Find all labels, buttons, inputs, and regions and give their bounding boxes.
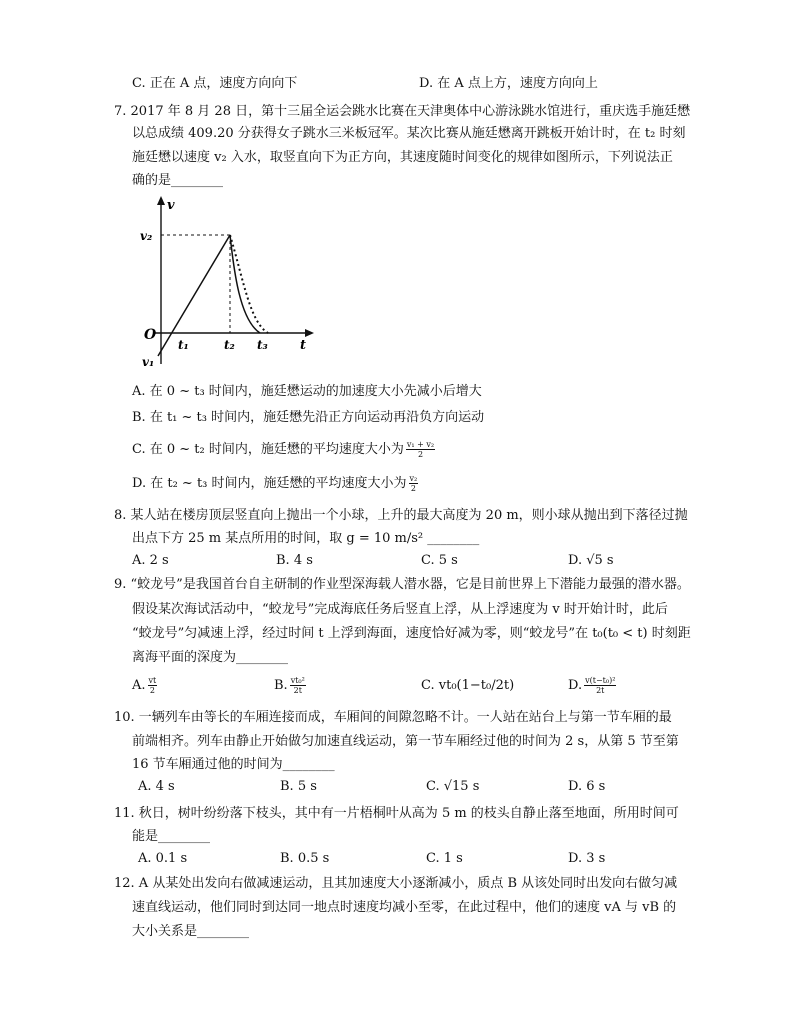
q7-stem-line1: 7. 2017 年 8 月 28 日，第十三届全运会跳水比赛在天津奥体中心游泳跳水馆进行，重庆选手施廷懋 <box>114 104 691 119</box>
q7-option-a: A. 在 0 ~ t₃ 时间内，施廷懋运动的加速度大小先减小后增大 <box>132 384 482 399</box>
fraction-numerator: vt <box>148 676 157 685</box>
q11-stem-line2: 能是________ <box>132 829 211 844</box>
v2-label: v₂ <box>140 229 153 243</box>
q9-stem-line2: 假设某次海试活动中，“蛟龙号”完成海底任务后竖直上浮，从上浮速度为 v 时开始计时，此后 <box>132 602 668 617</box>
q8-option-a: A. 2 s <box>132 553 169 568</box>
t-axis-arrow <box>305 329 314 337</box>
q9-option-a <box>132 676 157 696</box>
q12-stem-line3: 大小关系是________ <box>132 924 250 939</box>
q12-stem-line1: 12. A 从某处出发向右做减速运动，且其加速度大小逐渐减小，质点 B 从该处同时出发向右做匀减 <box>114 876 678 891</box>
fraction-numerator: v(t−t₀)² <box>585 676 616 685</box>
velocity-curve-dotted <box>230 235 268 333</box>
q9-stem-line3: “蛟龙号”匀减速上浮，经过时间 t 上浮到海面，速度恰好减为零，则“蛟龙号”在 t₀(t₀ < t) 时刻距 <box>132 626 691 641</box>
q9-option-c: C. vt₀(1−t₀/2t) <box>421 678 515 693</box>
q10-option-c: C. √15 s <box>426 779 480 794</box>
t-axis-label: t <box>300 338 307 353</box>
q7-option-d-fraction <box>409 474 419 493</box>
q9-option-b-fraction <box>290 676 306 695</box>
option-letter: D. <box>568 678 583 693</box>
q10-stem-line3: 16 节车厢通过他的时间为________ <box>132 757 335 772</box>
q10-option-b: B. 5 s <box>280 779 317 794</box>
t2-label: t₂ <box>224 338 235 352</box>
q6-option-d: D. 在 A 点上方，速度方向向上 <box>419 76 598 91</box>
q9-option-b <box>274 676 306 696</box>
q10-stem-line2: 前端相齐。列车由静止开始做匀加速直线运动，第一节车厢经过他的时间为 2 s，从第 5 节至第 <box>132 734 679 749</box>
q8-option-b: B. 4 s <box>276 553 313 568</box>
velocity-line <box>158 235 230 356</box>
fraction-numerator: v₂ <box>409 474 418 483</box>
q7-option-c <box>132 440 435 460</box>
option-letter: A. <box>132 678 146 693</box>
q7-stem-line3: 施廷懋以速度 v₂ 入水，取竖直向下为正方向，其速度随时间变化的规律如图所示，下列说法正 <box>132 150 673 165</box>
q7-option-c-fraction <box>406 440 435 459</box>
t1-label: t₁ <box>178 338 189 352</box>
fraction-denominator: 2 <box>149 686 155 695</box>
origin-label: O <box>144 327 157 343</box>
q7-option-c-text: C. 在 0 ~ t₂ 时间内，施廷懋的平均速度大小为 <box>132 442 404 457</box>
v-axis-arrow <box>157 196 165 205</box>
t3-label: t₃ <box>257 338 268 352</box>
q10-stem-line1: 10. 一辆列车由等长的车厢连接而成，车厢间的间隙忽略不计。一人站在站台上与第一节车厢的最 <box>114 710 672 725</box>
q7-option-b: B. 在 t₁ ~ t₃ 时间内，施廷懋先沿正方向运动再沿负方向运动 <box>132 410 485 425</box>
q9-option-d <box>568 676 616 696</box>
q7-stem-line4: 确的是________ <box>132 173 224 188</box>
fraction-numerator: v₁ + v₂ <box>406 440 435 449</box>
q8-stem-line1: 8. 某人站在楼房顶层竖直向上抛出一个小球，上升的最大高度为 20 m，则小球从抛出到下落径过抛 <box>114 508 688 523</box>
fraction-denominator: 2 <box>417 450 424 459</box>
q8-stem-line2: 出点下方 25 m 某点所用的时间，取 g = 10 m/s² ________ <box>132 531 480 546</box>
fraction-denominator: 2 <box>410 484 416 493</box>
q7-option-d <box>132 474 418 494</box>
q7-option-d-text: D. 在 t₂ ~ t₃ 时间内，施廷懋的平均速度大小为 <box>132 476 407 491</box>
q10-option-d: D. 6 s <box>568 779 606 794</box>
q7-stem-line2: 以总成绩 409.20 分获得女子跳水三米板冠军。某次比赛从施廷懋离开跳板开始计时，在 t₂ 时刻 <box>132 126 686 141</box>
q8-option-d: D. √5 s <box>568 553 614 568</box>
q7-velocity-time-graph <box>136 192 321 372</box>
q6-option-c: C. 正在 A 点，速度方向向下 <box>132 76 298 91</box>
fraction-numerator: vt₀² <box>290 676 305 685</box>
fraction-denominator: 2t <box>596 686 605 695</box>
q8-option-c: C. 5 s <box>421 553 458 568</box>
q12-stem-line2: 速直线运动，他们同时到达同一地点时速度均减小至零，在此过程中，他们的速度 vA 与 vB 的 <box>132 900 677 915</box>
q9-stem-line1: 9. “蛟龙号”是我国首台自主研制的作业型深海载人潜水器，它是目前世界上下潜能力最强的潜水器。 <box>114 577 690 592</box>
q11-stem-line1: 11. 秋日，树叶纷纷落下枝头，其中有一片梧桐叶从高为 5 m 的枝头自静止落至地面，所用时间可 <box>114 806 679 821</box>
v1-label: v₁ <box>142 355 155 369</box>
q11-option-a: A. 0.1 s <box>138 851 188 866</box>
fraction-denominator: 2t <box>293 686 302 695</box>
q9-option-a-fraction <box>148 676 158 695</box>
v-axis-label: v <box>167 198 175 213</box>
q10-option-a: A. 4 s <box>138 779 175 794</box>
q11-option-d: D. 3 s <box>568 851 606 866</box>
q11-option-c: C. 1 s <box>426 851 463 866</box>
q9-stem-line4: 离海平面的深度为________ <box>132 650 289 665</box>
q11-option-b: B. 0.5 s <box>280 851 330 866</box>
q9-option-d-fraction <box>584 676 616 695</box>
option-letter: B. <box>274 678 288 693</box>
